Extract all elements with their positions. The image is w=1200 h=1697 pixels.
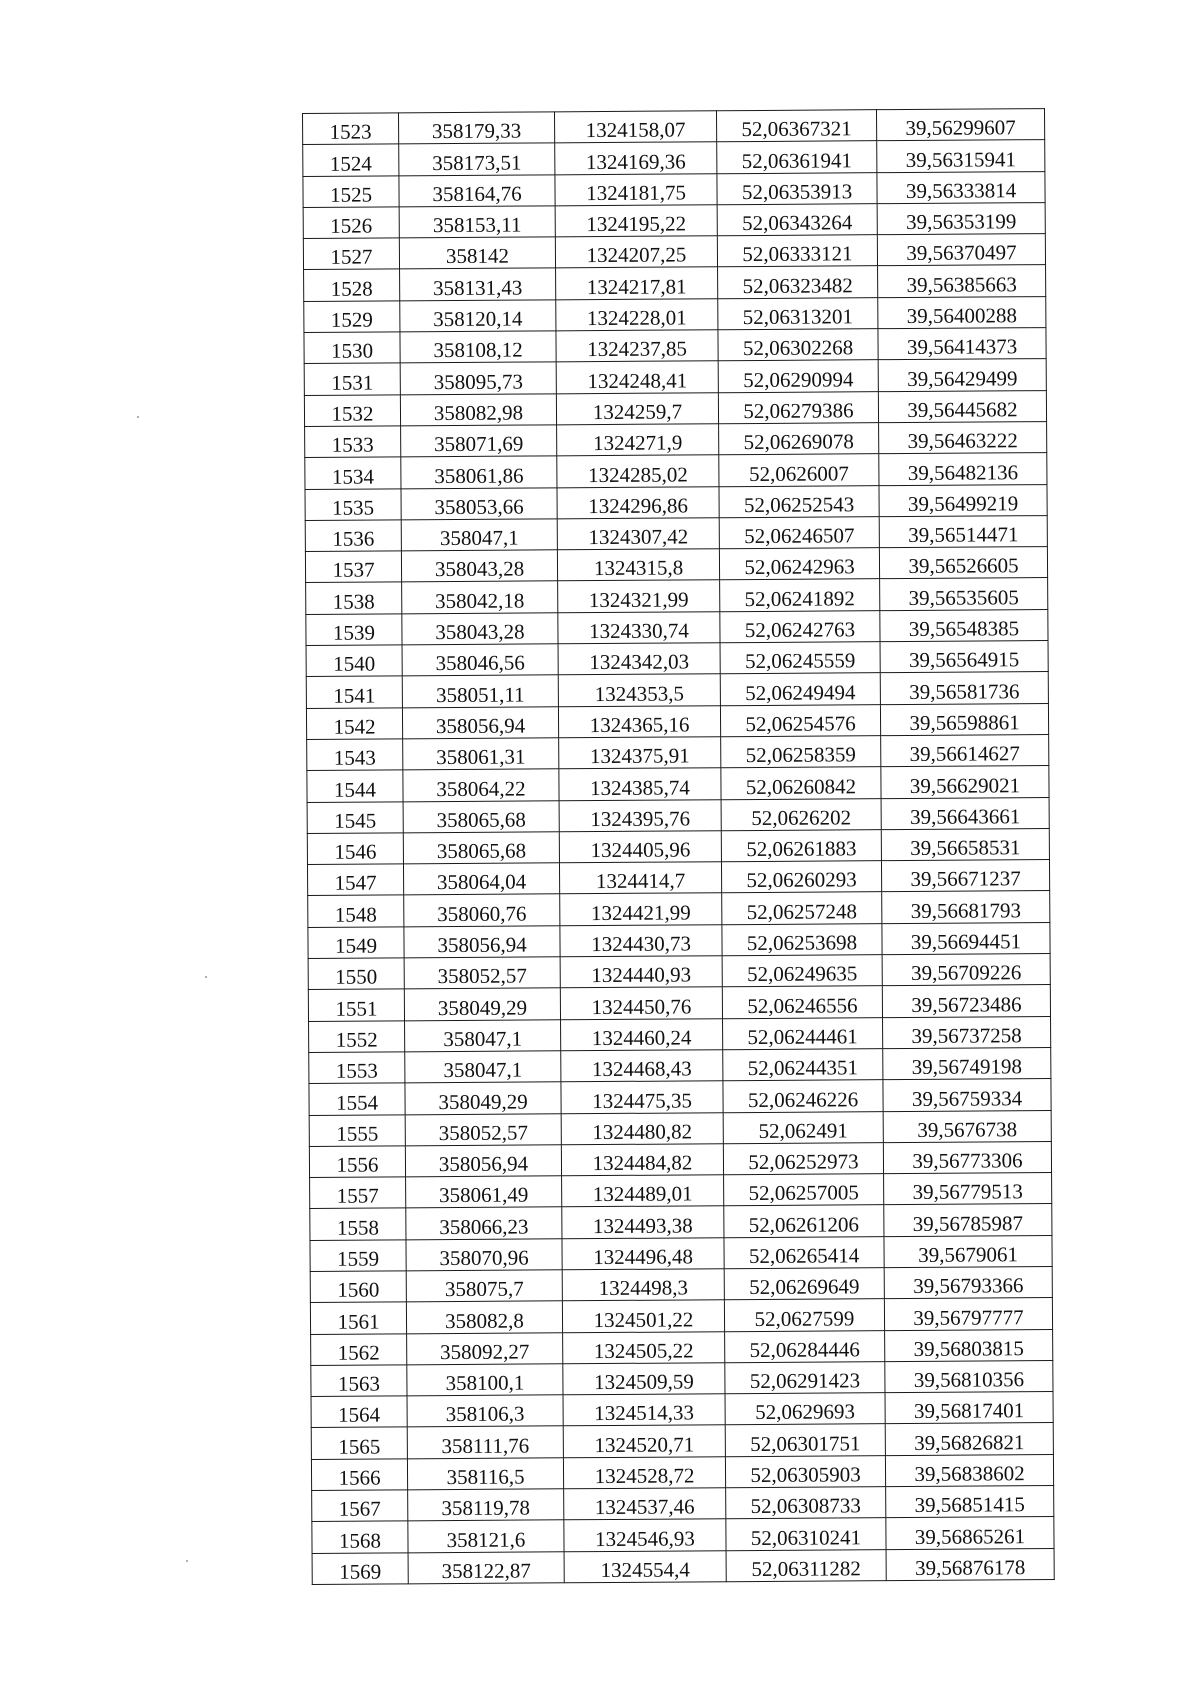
- y-cell: 1324468,43: [561, 1050, 723, 1082]
- table-row: [309, 1016, 1051, 1052]
- table-row: [307, 766, 1049, 802]
- latitude-cell: 52,06313201: [718, 297, 878, 329]
- point-number-cell: 1523: [303, 113, 399, 145]
- point-number-cell: 1529: [304, 301, 400, 333]
- table-row: [305, 453, 1047, 489]
- table-row: [303, 171, 1045, 207]
- longitude-cell: 39,56429499: [878, 359, 1046, 391]
- longitude-cell: 39,56299607: [876, 109, 1044, 141]
- longitude-cell: 39,56463222: [879, 422, 1047, 454]
- y-cell: 1324460,24: [561, 1018, 723, 1050]
- latitude-cell: 52,0627599: [724, 1299, 884, 1331]
- latitude-cell: 52,06246556: [722, 986, 882, 1018]
- latitude-cell: 52,0629693: [725, 1393, 885, 1425]
- x-cell: 358082,8: [406, 1301, 562, 1333]
- y-cell: 1324414,7: [559, 862, 721, 894]
- y-cell: 1324480,82: [561, 1112, 723, 1144]
- x-cell: 358064,04: [403, 863, 559, 895]
- latitude-cell: 52,06258359: [721, 736, 881, 768]
- point-number-cell: 1547: [307, 864, 403, 896]
- x-cell: 358052,57: [405, 1113, 561, 1145]
- table-row: [306, 641, 1048, 677]
- x-cell: 358053,66: [401, 487, 557, 519]
- point-number-cell: 1554: [309, 1083, 405, 1115]
- latitude-cell: 52,06245559: [720, 642, 880, 674]
- y-cell: 1324450,76: [560, 987, 722, 1019]
- latitude-cell: 52,06249635: [722, 955, 882, 987]
- latitude-cell: 52,06249494: [720, 673, 880, 705]
- table-row: [310, 1235, 1052, 1271]
- x-cell: 358065,68: [403, 832, 559, 864]
- x-cell: 358179,33: [399, 112, 555, 144]
- x-cell: 358061,86: [401, 456, 557, 488]
- table-row: [303, 234, 1045, 270]
- table-row: [305, 422, 1047, 458]
- point-number-cell: 1548: [308, 895, 404, 927]
- table-row: [307, 860, 1049, 896]
- point-number-cell: 1565: [311, 1427, 407, 1459]
- point-number-cell: 1564: [311, 1396, 407, 1428]
- point-number-cell: 1534: [305, 457, 401, 489]
- x-cell: 358051,11: [402, 675, 558, 707]
- table-row: [310, 1298, 1052, 1334]
- y-cell: 1324430,73: [560, 924, 722, 956]
- latitude-cell: 52,06269078: [719, 423, 879, 455]
- y-cell: 1324330,74: [558, 611, 720, 643]
- longitude-cell: 39,56803815: [885, 1329, 1053, 1361]
- longitude-cell: 39,56445682: [878, 390, 1046, 422]
- point-number-cell: 1555: [309, 1114, 405, 1146]
- point-number-cell: 1568: [312, 1521, 408, 1553]
- point-number-cell: 1553: [309, 1052, 405, 1084]
- y-cell: 1324248,41: [556, 361, 718, 393]
- latitude-cell: 52,0626202: [721, 798, 881, 830]
- latitude-cell: 52,06244351: [723, 1049, 883, 1081]
- y-cell: 1324315,8: [557, 549, 719, 581]
- table-row: [305, 547, 1047, 583]
- point-number-cell: 1550: [308, 958, 404, 990]
- x-cell: 358061,49: [406, 1176, 562, 1208]
- longitude-cell: 39,56681793: [882, 891, 1050, 923]
- longitude-cell: 39,56548385: [880, 609, 1048, 641]
- point-number-cell: 1544: [307, 770, 403, 802]
- y-cell: 1324475,35: [561, 1081, 723, 1113]
- table-row: [311, 1329, 1053, 1365]
- y-cell: 1324405,96: [559, 831, 721, 863]
- y-cell: 1324421,99: [560, 893, 722, 925]
- point-number-cell: 1556: [309, 1146, 405, 1178]
- x-cell: 358116,5: [407, 1458, 563, 1490]
- y-cell: 1324285,02: [557, 455, 719, 487]
- x-cell: 358119,78: [408, 1489, 564, 1521]
- latitude-cell: 52,06242763: [720, 610, 880, 642]
- y-cell: 1324385,74: [559, 768, 721, 800]
- table-row: [308, 985, 1050, 1021]
- table-row: [308, 891, 1050, 927]
- table-row: [312, 1517, 1054, 1553]
- point-number-cell: 1549: [308, 927, 404, 959]
- y-cell: 1324537,46: [564, 1488, 726, 1520]
- longitude-cell: 39,56564915: [880, 641, 1048, 673]
- latitude-cell: 52,06353913: [717, 172, 877, 204]
- table-row: [308, 922, 1050, 958]
- x-cell: 358111,76: [407, 1426, 563, 1458]
- table-row: [305, 484, 1047, 520]
- x-cell: 358082,98: [400, 393, 556, 425]
- longitude-cell: 39,56876178: [886, 1548, 1054, 1580]
- table-row: [304, 265, 1046, 301]
- y-cell: 1324489,01: [562, 1175, 724, 1207]
- longitude-cell: 39,56793366: [884, 1267, 1052, 1299]
- table-row: [310, 1173, 1052, 1209]
- y-cell: 1324528,72: [563, 1456, 725, 1488]
- table-row: [311, 1392, 1053, 1428]
- scan-speck: [137, 416, 139, 418]
- latitude-cell: 52,06323482: [718, 266, 878, 298]
- point-number-cell: 1531: [304, 363, 400, 395]
- point-number-cell: 1542: [306, 707, 402, 739]
- longitude-cell: 39,56658531: [881, 828, 1049, 860]
- table-row: [309, 1047, 1051, 1083]
- y-cell: 1324342,03: [558, 643, 720, 675]
- point-number-cell: 1569: [312, 1552, 408, 1584]
- point-number-cell: 1563: [311, 1365, 407, 1397]
- longitude-cell: 39,56810356: [885, 1360, 1053, 1392]
- scan-speck: [186, 1560, 188, 1562]
- latitude-cell: 52,06301751: [725, 1424, 885, 1456]
- longitude-cell: 39,56499219: [879, 484, 1047, 516]
- y-cell: 1324228,01: [556, 299, 718, 331]
- longitude-cell: 39,56826821: [885, 1423, 1053, 1455]
- longitude-cell: 39,56851415: [886, 1486, 1054, 1518]
- x-cell: 358056,94: [405, 1145, 561, 1177]
- longitude-cell: 39,56773306: [883, 1141, 1051, 1173]
- y-cell: 1324514,33: [563, 1394, 725, 1426]
- x-cell: 358043,28: [401, 550, 557, 582]
- y-cell: 1324296,86: [557, 486, 719, 518]
- y-cell: 1324501,22: [562, 1300, 724, 1332]
- longitude-cell: 39,56514471: [879, 515, 1047, 547]
- latitude-cell: 52,06246226: [723, 1080, 883, 1112]
- latitude-cell: 52,06279386: [718, 391, 878, 423]
- point-number-cell: 1566: [311, 1459, 407, 1491]
- longitude-cell: 39,56526605: [879, 547, 1047, 579]
- table-row: [309, 1079, 1051, 1115]
- x-cell: 358121,6: [408, 1520, 564, 1552]
- point-number-cell: 1543: [307, 739, 403, 771]
- longitude-cell: 39,56535605: [880, 578, 1048, 610]
- x-cell: 358065,68: [403, 800, 559, 832]
- longitude-cell: 39,56865261: [886, 1517, 1054, 1549]
- point-number-cell: 1525: [303, 175, 399, 207]
- longitude-cell: 39,56482136: [879, 453, 1047, 485]
- x-cell: 358046,56: [402, 644, 558, 676]
- y-cell: 1324321,99: [558, 580, 720, 612]
- point-number-cell: 1527: [303, 238, 399, 270]
- longitude-cell: 39,56598861: [880, 703, 1048, 735]
- latitude-cell: 52,06244461: [723, 1017, 883, 1049]
- latitude-cell: 52,06261206: [724, 1205, 884, 1237]
- latitude-cell: 52,06308733: [726, 1487, 886, 1519]
- point-number-cell: 1524: [303, 144, 399, 176]
- latitude-cell: 52,06269649: [724, 1268, 884, 1300]
- x-cell: 358043,28: [402, 613, 558, 645]
- longitude-cell: 39,56353199: [877, 202, 1045, 234]
- y-cell: 1324158,07: [554, 111, 716, 143]
- longitude-cell: 39,56370497: [877, 234, 1045, 266]
- longitude-cell: 39,56737258: [883, 1016, 1051, 1048]
- longitude-cell: 39,56333814: [877, 171, 1045, 203]
- table-row: [304, 390, 1046, 426]
- table-row: [308, 954, 1050, 990]
- latitude-cell: 52,06260842: [721, 767, 881, 799]
- point-number-cell: 1530: [304, 332, 400, 364]
- latitude-cell: 52,06333121: [717, 235, 877, 267]
- table-row: [312, 1548, 1054, 1584]
- latitude-cell: 52,06302268: [718, 329, 878, 361]
- longitude-cell: 39,56785987: [884, 1204, 1052, 1236]
- y-cell: 1324307,42: [557, 518, 719, 550]
- latitude-cell: 52,06246507: [719, 517, 879, 549]
- x-cell: 358042,18: [402, 581, 558, 613]
- y-cell: 1324217,81: [556, 267, 718, 299]
- y-cell: 1324493,38: [562, 1206, 724, 1238]
- longitude-cell: 39,56759334: [883, 1079, 1051, 1111]
- point-number-cell: 1536: [305, 520, 401, 552]
- latitude-cell: 52,06242963: [719, 548, 879, 580]
- point-number-cell: 1532: [304, 395, 400, 427]
- point-number-cell: 1533: [305, 426, 401, 458]
- latitude-cell: 52,06257005: [724, 1174, 884, 1206]
- latitude-cell: 52,06291423: [725, 1362, 885, 1394]
- x-cell: 358056,94: [402, 706, 558, 738]
- longitude-cell: 39,56709226: [882, 954, 1050, 986]
- x-cell: 358047,1: [401, 519, 557, 551]
- y-cell: 1324195,22: [555, 205, 717, 237]
- y-cell: 1324554,4: [564, 1550, 726, 1582]
- table-row: [309, 1141, 1051, 1177]
- latitude-cell: 52,06343264: [717, 204, 877, 236]
- x-cell: 358066,23: [406, 1207, 562, 1239]
- x-cell: 358070,96: [406, 1238, 562, 1270]
- y-cell: 1324496,48: [562, 1237, 724, 1269]
- x-cell: 358056,94: [404, 926, 560, 958]
- table-row: [311, 1454, 1053, 1490]
- table-row: [303, 109, 1045, 145]
- x-cell: 358106,3: [407, 1395, 563, 1427]
- point-number-cell: 1546: [307, 833, 403, 865]
- coordinates-table: [302, 108, 1055, 1585]
- longitude-cell: 39,56723486: [882, 985, 1050, 1017]
- latitude-cell: 52,06260293: [721, 861, 881, 893]
- y-cell: 1324181,75: [555, 173, 717, 205]
- point-number-cell: 1537: [305, 551, 401, 583]
- table-row: [311, 1360, 1053, 1396]
- table-row: [307, 828, 1049, 864]
- latitude-cell: 52,06241892: [720, 579, 880, 611]
- point-number-cell: 1541: [306, 676, 402, 708]
- y-cell: 1324271,9: [557, 424, 719, 456]
- table-row: [304, 296, 1046, 332]
- latitude-cell: 52,06367321: [716, 110, 876, 142]
- x-cell: 358095,73: [400, 362, 556, 394]
- point-number-cell: 1561: [310, 1302, 406, 1334]
- point-number-cell: 1560: [310, 1271, 406, 1303]
- coordinates-table-body: [303, 109, 1055, 1585]
- latitude-cell: 52,0626007: [719, 454, 879, 486]
- latitude-cell: 52,06254576: [720, 704, 880, 736]
- scan-speck: [205, 976, 207, 978]
- latitude-cell: 52,06257248: [722, 892, 882, 924]
- x-cell: 358075,7: [406, 1270, 562, 1302]
- x-cell: 358064,22: [403, 769, 559, 801]
- point-number-cell: 1562: [311, 1333, 407, 1365]
- table-row: [307, 797, 1049, 833]
- x-cell: 358122,87: [408, 1551, 564, 1583]
- x-cell: 358120,14: [400, 300, 556, 332]
- y-cell: 1324365,16: [558, 705, 720, 737]
- table-row: [305, 515, 1047, 551]
- latitude-cell: 52,06290994: [718, 360, 878, 392]
- table-row: [306, 703, 1048, 739]
- longitude-cell: 39,56817401: [885, 1392, 1053, 1424]
- y-cell: 1324505,22: [563, 1331, 725, 1363]
- x-cell: 358100,1: [407, 1364, 563, 1396]
- x-cell: 358049,29: [405, 1082, 561, 1114]
- longitude-cell: 39,56315941: [877, 140, 1045, 172]
- longitude-cell: 39,56671237: [881, 860, 1049, 892]
- point-number-cell: 1545: [307, 801, 403, 833]
- longitude-cell: 39,56614627: [881, 734, 1049, 766]
- longitude-cell: 39,56629021: [881, 766, 1049, 798]
- point-number-cell: 1538: [306, 582, 402, 614]
- point-number-cell: 1540: [306, 645, 402, 677]
- point-number-cell: 1552: [309, 1020, 405, 1052]
- table-row: [303, 140, 1045, 176]
- x-cell: 358092,27: [407, 1332, 563, 1364]
- x-cell: 358047,1: [405, 1051, 561, 1083]
- latitude-cell: 52,06361941: [717, 141, 877, 173]
- point-number-cell: 1526: [303, 207, 399, 239]
- x-cell: 358071,69: [401, 425, 557, 457]
- x-cell: 358049,29: [404, 988, 560, 1020]
- latitude-cell: 52,062491: [723, 1111, 883, 1143]
- x-cell: 358164,76: [399, 174, 555, 206]
- longitude-cell: 39,56385663: [878, 265, 1046, 297]
- x-cell: 358052,57: [404, 957, 560, 989]
- point-number-cell: 1539: [306, 614, 402, 646]
- longitude-cell: 39,56643661: [881, 797, 1049, 829]
- y-cell: 1324509,59: [563, 1363, 725, 1395]
- latitude-cell: 52,06253698: [722, 923, 882, 955]
- longitude-cell: 39,5679061: [884, 1235, 1052, 1267]
- table-row: [309, 1110, 1051, 1146]
- longitude-cell: 39,56414373: [878, 328, 1046, 360]
- longitude-cell: 39,56581736: [880, 672, 1048, 704]
- x-cell: 358131,43: [400, 268, 556, 300]
- y-cell: 1324353,5: [558, 674, 720, 706]
- table-row: [306, 578, 1048, 614]
- x-cell: 358061,31: [403, 738, 559, 770]
- point-number-cell: 1535: [305, 488, 401, 520]
- latitude-cell: 52,06284446: [725, 1330, 885, 1362]
- y-cell: 1324440,93: [560, 956, 722, 988]
- point-number-cell: 1551: [308, 989, 404, 1021]
- latitude-cell: 52,06252973: [723, 1142, 883, 1174]
- point-number-cell: 1567: [312, 1490, 408, 1522]
- x-cell: 358047,1: [405, 1019, 561, 1051]
- y-cell: 1324259,7: [556, 392, 718, 424]
- table-row: [312, 1486, 1054, 1522]
- x-cell: 358173,51: [399, 143, 555, 175]
- x-cell: 358153,11: [399, 206, 555, 238]
- table-row: [304, 328, 1046, 364]
- y-cell: 1324237,85: [556, 330, 718, 362]
- longitude-cell: 39,56694451: [882, 922, 1050, 954]
- point-number-cell: 1559: [310, 1240, 406, 1272]
- y-cell: 1324484,82: [561, 1144, 723, 1176]
- latitude-cell: 52,06311282: [726, 1549, 886, 1581]
- longitude-cell: 39,56779513: [884, 1173, 1052, 1205]
- latitude-cell: 52,06310241: [726, 1518, 886, 1550]
- table-row: [304, 359, 1046, 395]
- table-row: [311, 1423, 1053, 1459]
- point-number-cell: 1558: [310, 1208, 406, 1240]
- x-cell: 358060,76: [404, 894, 560, 926]
- table-row: [310, 1204, 1052, 1240]
- table-row: [310, 1267, 1052, 1303]
- y-cell: 1324498,3: [562, 1269, 724, 1301]
- y-cell: 1324546,93: [564, 1519, 726, 1551]
- latitude-cell: 52,06305903: [725, 1455, 885, 1487]
- table-row: [306, 609, 1048, 645]
- latitude-cell: 52,06265414: [724, 1236, 884, 1268]
- y-cell: 1324207,25: [555, 236, 717, 268]
- y-cell: 1324395,76: [559, 799, 721, 831]
- longitude-cell: 39,56749198: [883, 1047, 1051, 1079]
- longitude-cell: 39,5676738: [883, 1110, 1051, 1142]
- point-number-cell: 1557: [310, 1177, 406, 1209]
- longitude-cell: 39,56838602: [885, 1454, 1053, 1486]
- longitude-cell: 39,56797777: [884, 1298, 1052, 1330]
- x-cell: 358142: [399, 237, 555, 269]
- latitude-cell: 52,06261883: [721, 830, 881, 862]
- latitude-cell: 52,06252543: [719, 485, 879, 517]
- y-cell: 1324375,91: [559, 737, 721, 769]
- y-cell: 1324520,71: [563, 1425, 725, 1457]
- table-row: [307, 734, 1049, 770]
- point-number-cell: 1528: [304, 269, 400, 301]
- longitude-cell: 39,56400288: [878, 296, 1046, 328]
- x-cell: 358108,12: [400, 331, 556, 363]
- table-row: [306, 672, 1048, 708]
- table-row: [303, 202, 1045, 238]
- y-cell: 1324169,36: [555, 142, 717, 174]
